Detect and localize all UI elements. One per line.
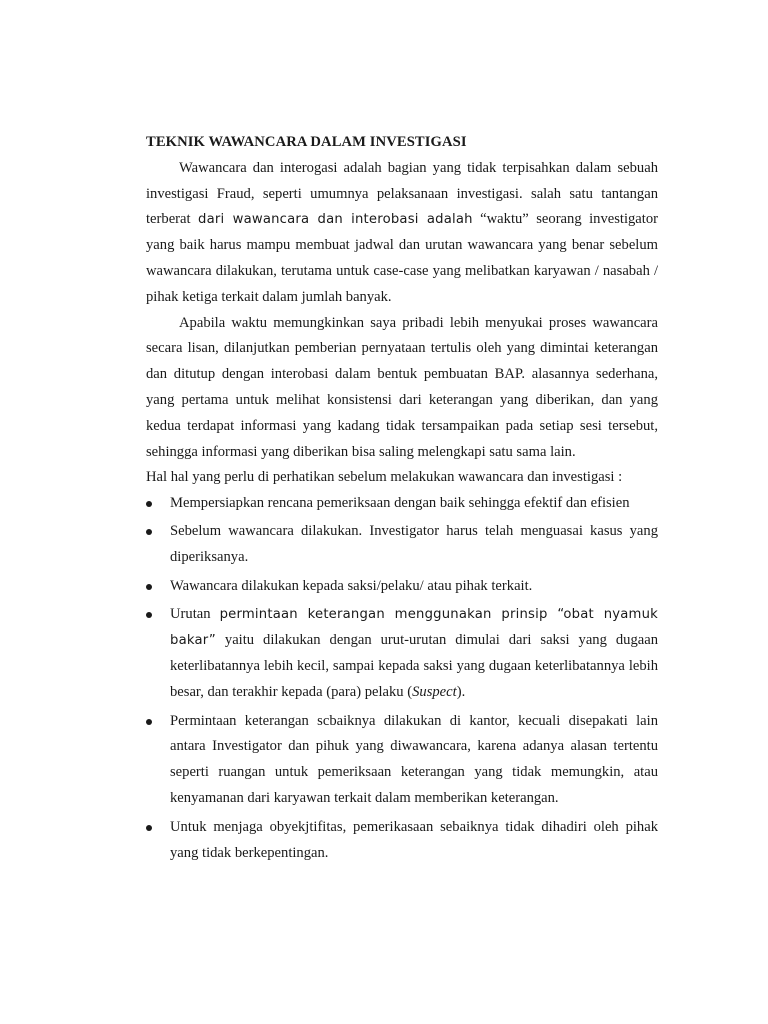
list-item-text: Permintaan keterangan scbaiknya dilakukan di kantor, kecuali disepakati lain antara Investigator dan pihuk yang diwawancara, karena adanya alasan tertentu seperti ruangan untuk pemeriksaan keterangan yang tidak memungkin, atau kenyamanan dari karyawan terkait dalam memberikan keterangan. [170,712,658,806]
list-item-text: Sebelum wawancara dilakukan. Investigator harus telah menguasai kasus yang diperiksanya. [170,522,658,565]
bullet-icon [146,612,152,618]
list-item-text-e: ). [456,683,466,700]
list-item-text [170,602,658,705]
paragraph-intro [146,156,658,311]
suspect-term: Suspect [412,683,457,700]
list-item-text-c: yaitu dilakukan dengan urut-urutan dimulai dari saksi yang dugaan keterlibatannya lebih kecil, sampai kepada saksi yang dugaan keterlibatannya lebih besar, dan terakhir kepada (para) pelaku ( [170,632,658,700]
document-title: TEKNIK WAWANCARA DALAM INVESTIGASI [146,134,467,150]
paragraph-intro-text-c: “waktu” seorang investigator yang baik harus mampu membuat jadwal dan urutan wawancara yang benar sebelum wawancara dilakukan, terutama untuk case-case yang melibatkan karyawan / nasabah / pihak ketiga terkait dalam jumlah banyak. [146,211,658,305]
paragraph-preference: Apabila waktu memungkinkan saya pribadi lebih menyukai proses wawancara secara lisan, dilanjutkan pemberian pernyataan tertulis oleh yang dimintai keterangan dan ditutup dengan interobasi dalam bentuk pembuatan BAP. alasannya sederhana, yang pertama untuk melihat konsistensi dari keterangan yang diberikan, dan yang kedua terdapat informasi yang kadang tidak tersampaikan pada setiap sesi tersebut, sehingga informasi yang diberikan bisa saling melengkapi satu sama lain. [146,314,658,460]
list-item-text: Untuk menjaga obyekjtifitas, pemerikasaan sebaiknya tidak dihadiri oleh pihak yang tidak berkepentingan. [170,818,658,861]
bullet-icon [146,719,152,725]
checklist [146,491,658,866]
list-item [146,574,658,600]
list-item-text-b: permintaan keterangan menggunakan prinsip “obat nyamuk bakar” [170,607,658,649]
list-item [146,519,658,571]
list-item [146,602,658,705]
checklist-lead-in: Hal hal yang perlu di perhatikan sebelum melakukan wawancara dan investigasi : [146,469,623,486]
list-item [146,491,658,517]
paragraph-intro-text-a: Wawancara dan interogasi adalah bagian yang tidak terpisahkan dalam sebuah investigasi Fraud, seperti umumnya pelaksanaan investigasi. salah satu tantangan terberat [146,159,658,228]
list-item-text: Mempersiapkan rencana pemeriksaan dengan baik sehingga efektif dan efisien [170,495,630,512]
list-item [146,815,658,867]
document-page [146,130,658,866]
paragraph-intro-text-b: dari wawancara dan interobasi adalah [198,212,473,228]
list-item-text-a: Urutan [170,606,220,623]
bullet-icon [146,529,152,535]
list-item [146,709,658,812]
bullet-icon [146,501,152,507]
bullet-icon [146,825,152,831]
bullet-icon [146,584,152,590]
list-item-text: Wawancara dilakukan kepada saksi/pelaku/ atau pihak terkait. [170,577,533,594]
